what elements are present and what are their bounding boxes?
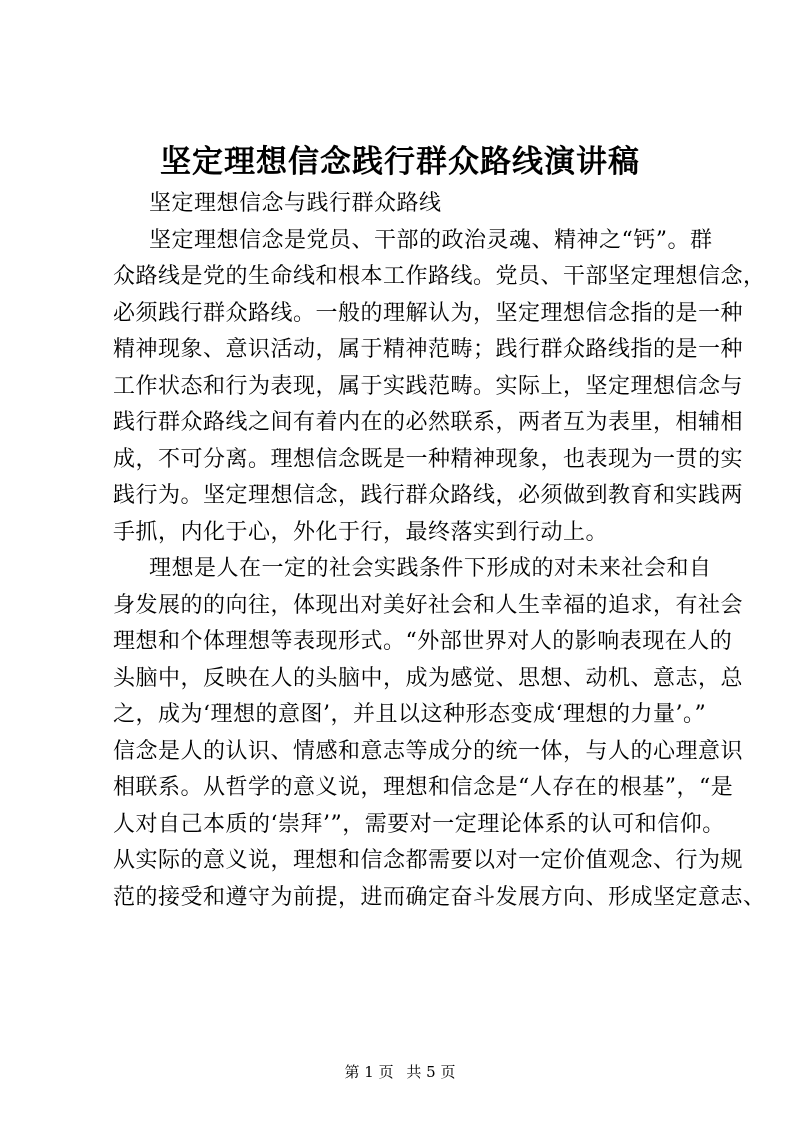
text-line: 之，成为‘理想的意图’，并且以这种形态变成‘理想的力量’。” [113, 702, 707, 727]
text-line: 身发展的的向往，体现出对美好社会和人生幸福的追求，有社会 [113, 592, 744, 618]
text-line: 工作状态和行为表现，属于实践范畴。实际上，坚定理想信念与 [113, 373, 744, 399]
text-line: 坚定理想信念与践行群众路线 [149, 191, 442, 216]
text-line: 头脑中，反映在人的头脑中，成为感觉、思想、动机、意志，总 [113, 665, 744, 691]
text-line: 相联系。从哲学的意义说，理想和信念是“人存在的根基”，“是 [113, 775, 734, 800]
text-line: 理想是人在一定的社会实践条件下形成的对未来社会和自 [149, 556, 712, 581]
text-line: 成，不可分离。理想信念既是一种精神现象，也表现为一贯的实 [113, 446, 744, 472]
text-line: 必须践行群众路线。一般的理解认为，坚定理想信念指的是一种 [113, 300, 744, 326]
text-line: 人对自己本质的‘崇拜’”，需要对一定理论体系的认可和信仰。 [113, 811, 725, 837]
page-footer [0, 1062, 800, 1082]
text-line: 从实际的意义说，理想和信念都需要以对一定价值观念、行为规 [113, 848, 744, 873]
document-body [113, 186, 766, 916]
text-line: 精神现象、意识活动，属于精神范畴；践行群众路线指的是一种 [113, 337, 744, 362]
text-line: 信念是人的认识、情感和意志等成分的统一体，与人的心理意识 [113, 738, 744, 764]
text-line: 践行为。坚定理想信念，践行群众路线，必须做到教育和实践两 [113, 483, 744, 508]
text-line: 范的接受和遵守为前提，进而确定奋斗发展方向、形成坚定意志、 [113, 884, 766, 910]
text-line: 理想和个体理想等表现形式。“外部世界对人的影响表现在人的 [113, 629, 733, 654]
text-line: 践行群众路线之间有着内在的必然联系，两者互为表里，相辅相 [113, 410, 744, 435]
text-line: 手抓，内化于心，外化于行，最终落实到行动上。 [113, 519, 609, 545]
text-line: 坚定理想信念是党员、干部的政治灵魂、精神之“钙”。群 [149, 227, 713, 253]
document-title: 坚定理想信念践行群众路线演讲稿 [160, 144, 640, 180]
page-total: 共 5 页 [406, 1063, 456, 1081]
page-number: 第 1 页 [344, 1063, 394, 1081]
text-line: 众路线是党的生命线和根本工作路线。党员、干部坚定理想信念， [113, 264, 766, 289]
